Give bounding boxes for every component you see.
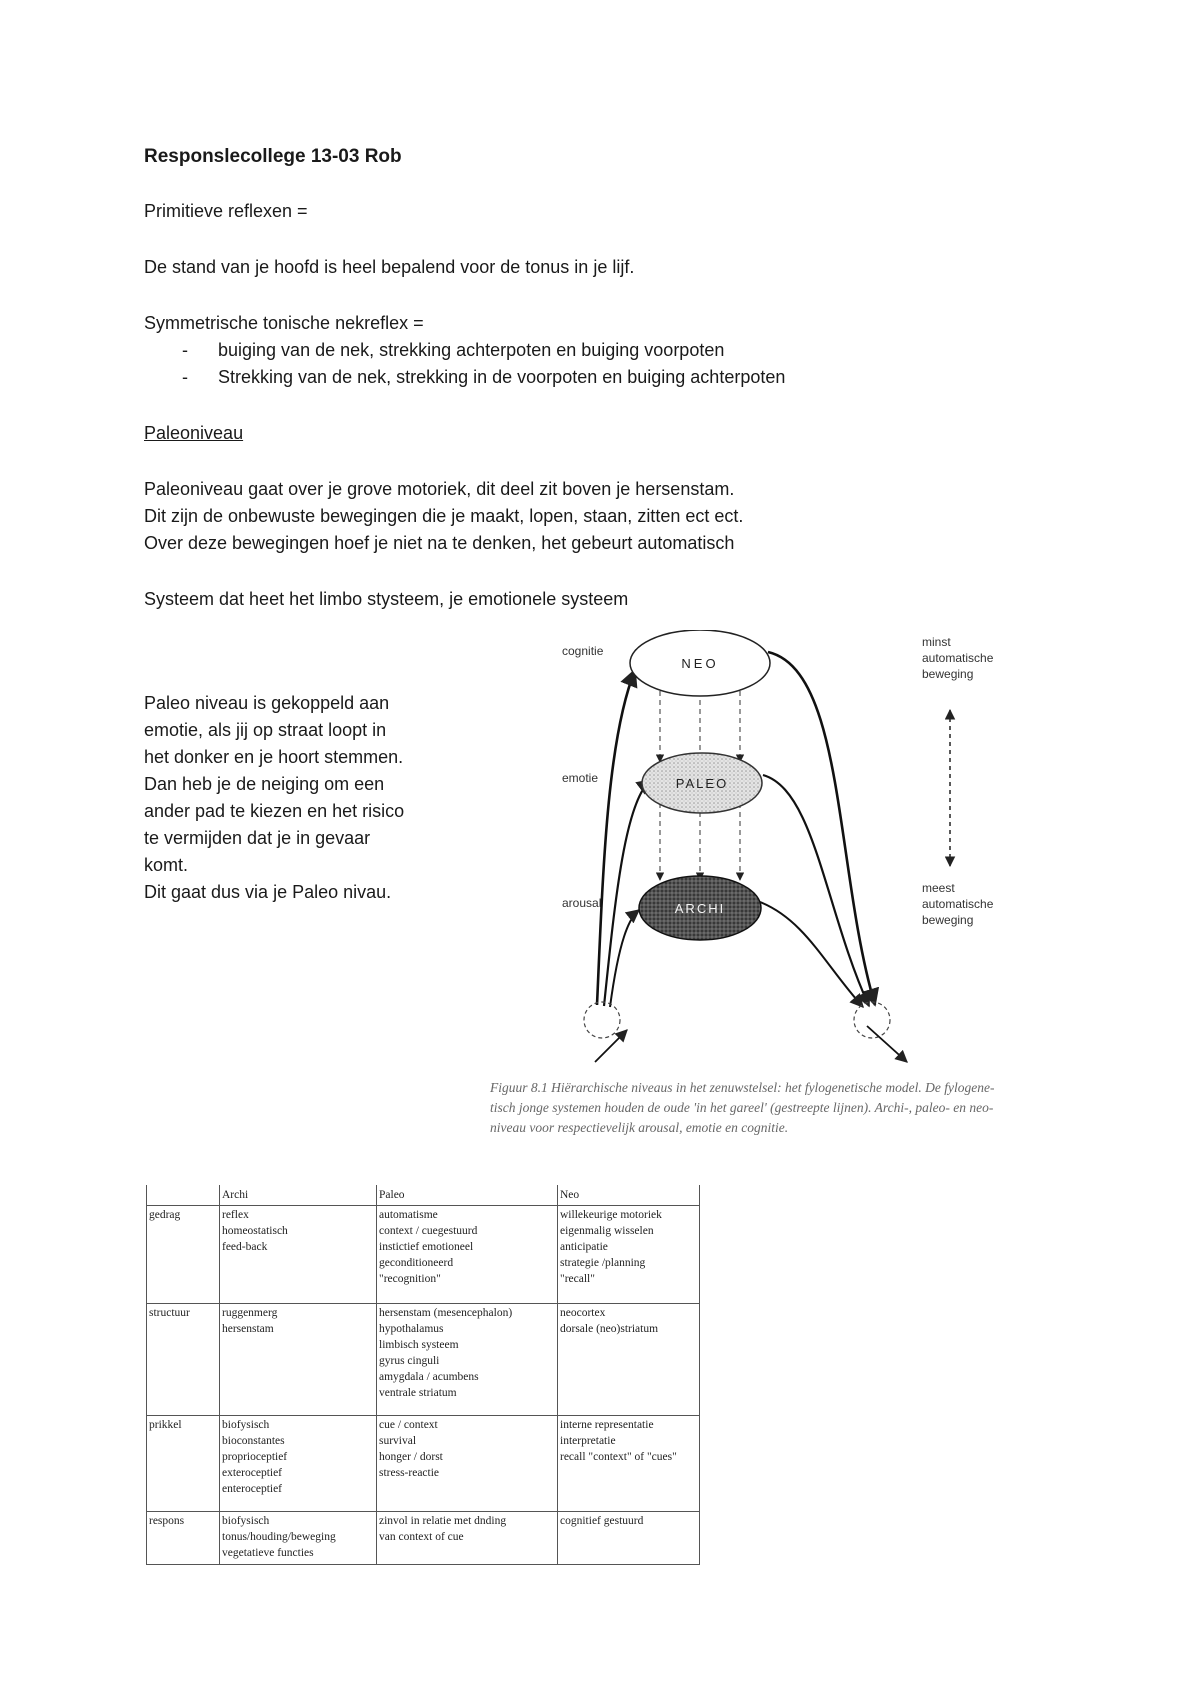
table-row <box>147 1206 700 1304</box>
table-header-cell <box>147 1185 220 1206</box>
cell-line: survival <box>379 1435 417 1447</box>
cell-line: bioconstantes <box>222 1435 285 1447</box>
cell-line: instictief emotioneel <box>379 1241 474 1253</box>
levels-table <box>146 1185 700 1565</box>
row-label <box>147 1304 220 1416</box>
bullet-item <box>144 337 785 364</box>
cell-line: enteroceptief <box>222 1483 283 1495</box>
row-label-text: structuur <box>149 1307 190 1319</box>
cell-line: strategie /planning <box>560 1257 646 1269</box>
archi-cell <box>220 1304 377 1416</box>
cell-line: feed-back <box>222 1241 268 1253</box>
neo-cell <box>558 1416 700 1512</box>
bullet-marker: - <box>182 340 188 360</box>
side-text-line: Dit gaat dus via je Paleo nivau. <box>144 882 392 902</box>
label-cognitie: cognitie <box>562 644 604 658</box>
row-label-text: prikkel <box>149 1419 182 1431</box>
cell-line: tonus/houding/beweging <box>222 1531 336 1543</box>
row-label-text: respons <box>149 1515 185 1527</box>
head-position-line: De stand van je hoofd is heel bepalend voor de tonus in je lijf. <box>144 257 635 277</box>
cell-line: exteroceptief <box>222 1467 283 1479</box>
neo-node-label: NEO <box>681 656 719 671</box>
side-text-line: Dan heb je de neiging om een <box>144 774 385 794</box>
afferent-path-archi <box>610 910 639 1007</box>
cell-line: biofysisch <box>222 1515 270 1527</box>
cell-line: gyrus cinguli <box>379 1355 440 1367</box>
neo-cell <box>558 1512 700 1565</box>
paleo-paragraph-line: Paleoniveau gaat over je grove motoriek, dit deel zit boven je hersenstam. <box>144 479 735 499</box>
cell-line: vegetatieve functies <box>222 1547 314 1559</box>
cell-line: proprioceptief <box>222 1451 288 1463</box>
row-label-text: gedrag <box>149 1209 181 1221</box>
table-row <box>147 1304 700 1416</box>
cell-line: ventrale striatum <box>379 1387 457 1399</box>
side-text-line: ander pad te kiezen en het risico <box>144 801 405 821</box>
label-bottom-right-1: meest <box>922 881 955 895</box>
stnr-bullet-list <box>144 337 785 391</box>
paleo-paragraph-line: Over deze bewegingen hoef je niet na te denken, het gebeurt automatisch <box>144 533 735 553</box>
archi-cell <box>220 1416 377 1512</box>
row-label <box>147 1512 220 1565</box>
archi-node-label: ARCHI <box>674 901 726 916</box>
paleo-cell <box>377 1512 558 1565</box>
bullet-text: buiging van de nek, strekking achterpoten en buiging voorpoten <box>218 340 725 360</box>
paleo-heading: Paleoniveau <box>144 423 244 443</box>
afferent-path-neo <box>597 670 635 1005</box>
limbic-system-line: Systeem dat heet het limbo stysteem, je emotionele systeem <box>144 589 629 609</box>
cell-line: honger / dorst <box>379 1451 443 1463</box>
cell-line: hersenstam <box>222 1323 274 1335</box>
bullet-marker: - <box>182 367 188 387</box>
output-arrow <box>867 1026 907 1062</box>
side-text-line: komt. <box>144 855 189 875</box>
side-text-line: te vermijden dat je in gevaar <box>144 828 371 848</box>
cell-line: recall "context" of "cues" <box>560 1451 677 1463</box>
efferent-path-paleo <box>763 775 869 1006</box>
cell-line: anticipatie <box>560 1241 608 1253</box>
cell-line: willekeurige motoriek <box>560 1209 662 1221</box>
archi-cell <box>220 1206 377 1304</box>
cell-line: "recognition" <box>379 1273 441 1285</box>
cell-line: hypothalamus <box>379 1323 444 1335</box>
cell-line: cue / context <box>379 1419 438 1431</box>
cell-line: homeostatisch <box>222 1225 288 1237</box>
side-text-line: Paleo niveau is gekoppeld aan <box>144 693 390 713</box>
cell-line: geconditioneerd <box>379 1257 454 1269</box>
paleo-cell <box>377 1304 558 1416</box>
caption-line: tisch jonge systemen houden de oude 'in het gareel' (gestreepte lijnen). Archi-, paleo- en neo- <box>490 1100 994 1115</box>
cell-line: biofysisch <box>222 1419 270 1431</box>
label-top-right-1: minst <box>922 635 951 649</box>
side-text-line: emotie, als jij op straat loopt in <box>144 720 387 740</box>
cell-line: stress-reactie <box>379 1467 440 1479</box>
archi-cell <box>220 1512 377 1565</box>
cell-line: context / cuegestuurd <box>379 1225 478 1237</box>
caption-line: niveau voor respectievelijk arousal, emotie en cognitie. <box>490 1120 789 1135</box>
input-arrow <box>595 1030 627 1062</box>
caption-line: Figuur 8.1 Hiërarchische niveaus in het zenuwstelsel: het fylogenetische model. De fylogene- <box>490 1080 995 1095</box>
neo-cell <box>558 1206 700 1304</box>
paleo-cell <box>377 1206 558 1304</box>
cell-line: interpretatie <box>560 1435 616 1447</box>
efferent-path-neo <box>768 652 875 1005</box>
cell-line: interne representatie <box>560 1419 654 1431</box>
cell-line: ruggenmerg <box>222 1307 278 1319</box>
label-emotie: emotie <box>562 771 599 785</box>
page-title: Responslecollege 13-03 Rob <box>144 146 402 167</box>
output-circle <box>854 1002 890 1038</box>
cell-line: "recall" <box>560 1273 595 1285</box>
label-bottom-right-3: beweging <box>922 913 974 927</box>
cell-line: limbisch systeem <box>379 1339 459 1351</box>
row-label <box>147 1206 220 1304</box>
table-header-row <box>147 1185 700 1206</box>
hierarchy-figure <box>545 630 1045 1100</box>
efferent-path-archi <box>760 902 863 1007</box>
paleo-cell <box>377 1416 558 1512</box>
table-row <box>147 1512 700 1565</box>
cell-line: automatisme <box>379 1209 438 1221</box>
cell-line: neocortex <box>560 1307 606 1319</box>
primitive-reflexes-line: Primitieve reflexen = <box>144 201 308 221</box>
cell-line: amygdala / acumbens <box>379 1371 479 1383</box>
cell-line: reflex <box>222 1209 249 1221</box>
paleo-node-label: PALEO <box>675 776 729 791</box>
cell-line: eigenmalig wisselen <box>560 1225 654 1237</box>
input-circle <box>584 1002 620 1038</box>
table-header-cell: Paleo <box>377 1185 558 1206</box>
cell-line: van context of cue <box>379 1531 464 1543</box>
figure-caption <box>490 1078 1070 1138</box>
stnr-line: Symmetrische tonische nekreflex = <box>144 313 424 333</box>
row-label <box>147 1416 220 1512</box>
bullet-item <box>144 364 785 391</box>
table-row <box>147 1416 700 1512</box>
neo-cell <box>558 1304 700 1416</box>
label-top-right-3: beweging <box>922 667 974 681</box>
paleo-paragraph-line: Dit zijn de onbewuste bewegingen die je maakt, lopen, staan, zitten ect ect. <box>144 506 744 526</box>
paleo-side-text <box>144 690 464 906</box>
side-text-line: het donker en je hoort stemmen. <box>144 747 404 767</box>
cell-line: zinvol in relatie met dnding <box>379 1515 507 1527</box>
table-header-cell: Archi <box>220 1185 377 1206</box>
label-top-right-2: automatische <box>922 651 994 665</box>
label-bottom-right-2: automatische <box>922 897 994 911</box>
cell-line: cognitief gestuurd <box>560 1515 644 1527</box>
cell-line: dorsale (neo)striatum <box>560 1323 659 1335</box>
label-arousal: arousal <box>562 896 602 910</box>
table-header-cell: Neo <box>558 1185 700 1206</box>
cell-line: hersenstam (mesencephalon) <box>379 1307 513 1319</box>
afferent-path-paleo <box>604 780 651 1006</box>
bullet-text: Strekking van de nek, strekking in de voorpoten en buiging achterpoten <box>218 367 786 387</box>
